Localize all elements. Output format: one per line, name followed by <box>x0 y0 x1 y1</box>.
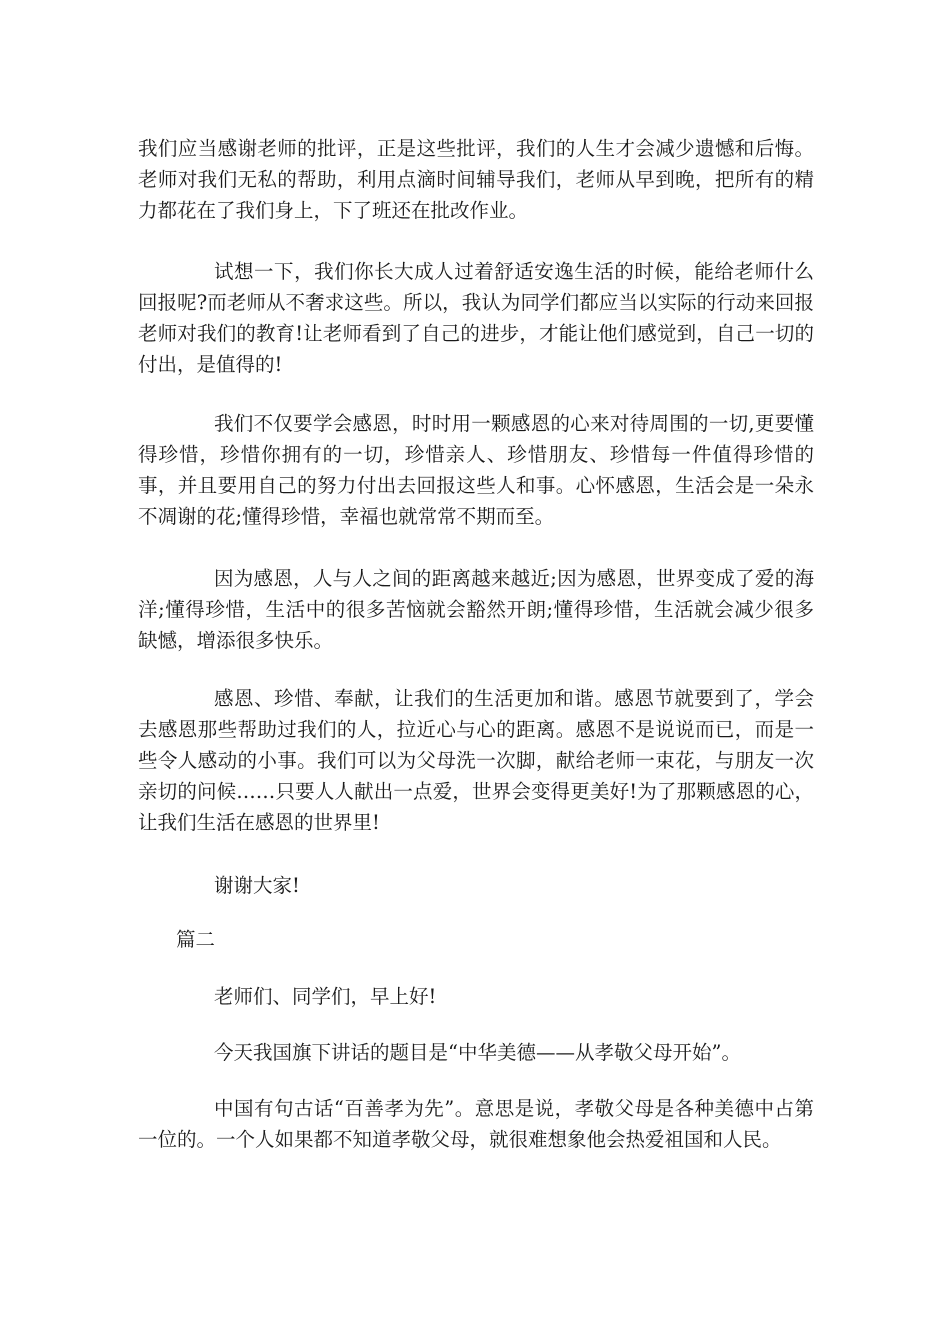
paragraph-because-gratitude: 因为感恩，人与人之间的距离越来越近;因为感恩，世界变成了爱的海洋;懂得珍惜，生活中的很多苦恼就会豁然开朗;懂得珍惜，生活就会减少很多缺憾，增添很多快乐。 <box>138 567 814 652</box>
paragraph-repay-teacher: 试想一下，我们你长大成人过着舒适安逸生活的时候，能给老师什么回报呢?而老师从不奢求这些。所以，我认为同学们都应当以实际的行动来回报老师对我们的教育!让老师看到了自己的进步，才能让他们感觉到，自己一切的付出，是值得的! <box>138 260 814 376</box>
paragraph-filial-piety: 中国有句古话“百善孝为先”。意思是说，孝敬父母是各种美德中占第一位的。一个人如果都不知道孝敬父母，就很难想象他会热爱祖国和人民。 <box>138 1097 814 1151</box>
paragraph-thanks-everyone: 谢谢大家! <box>214 874 300 897</box>
section-heading: 篇二 <box>176 928 216 951</box>
paragraph-speech-title: 今天我国旗下讲话的题目是“中华美德——从孝敬父母开始”。 <box>214 1041 741 1064</box>
paragraph-greeting: 老师们、同学们，早上好! <box>214 985 437 1008</box>
paragraph-gratitude-cherish: 我们不仅要学会感恩，时时用一颗感恩的心来对待周围的一切,更要懂得珍惜，珍惜你拥有的一切，珍惜亲人、珍惜朋友、珍惜每一件值得珍惜的事，并且要用自己的努力付出去回报这些人和事。心怀感恩，生活会是一朵永不凋谢的花;懂得珍惜，幸福也就常常不期而至。 <box>138 412 814 528</box>
paragraph-thanksgiving: 感恩、珍惜、奉献，让我们的生活更加和谐。感恩节就要到了，学会去感恩那些帮助过我们的人，拉近心与心的距离。感恩不是说说而已，而是一些令人感动的小事。我们可以为父母洗一次脚，献给老师一束花，与朋友一次亲切的问候……只要人人献出一点爱，世界会变得更美好!为了那颗感恩的心，让我们生活在感恩的世界里! <box>138 687 814 834</box>
paragraph-teacher-criticism: 我们应当感谢老师的批评，正是这些批评，我们的人生才会减少遗憾和后悔。老师对我们无私的帮助，利用点滴时间辅导我们，老师从早到晚，把所有的精力都花在了我们身上，下了班还在批改作业。 <box>138 137 814 222</box>
